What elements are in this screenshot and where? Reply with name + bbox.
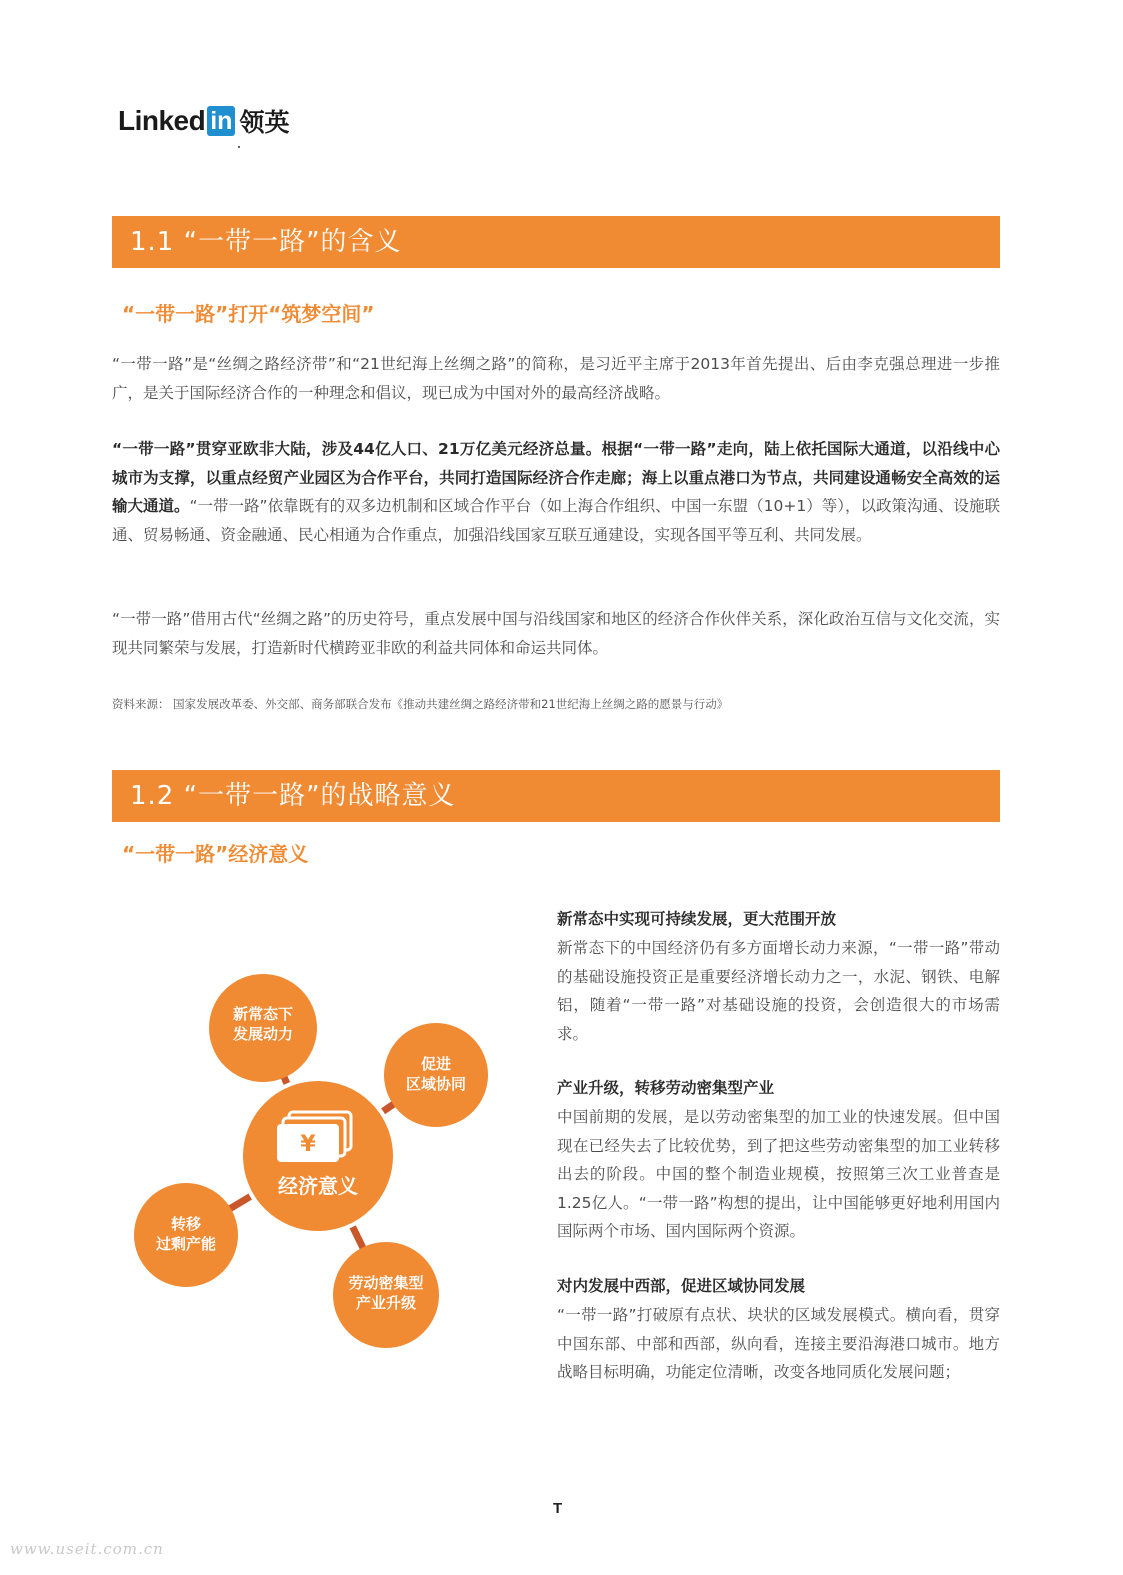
point-3-body: “一带一路”打破原有点状、块状的区域发展模式。横向看，贯穿中国东部、中部和西部，纵向看，连接主要沿海港口城市。地方战略目标明确，功能定位清晰，改变各地同质化发展问题； — [557, 1306, 1000, 1382]
section-2-title-bar: 1.2 “一带一路”的战略意义 — [112, 770, 1000, 822]
node-3-line-2: 过剩产能 — [155, 1235, 217, 1253]
economic-significance-diagram — [128, 970, 508, 1350]
point-2-body: 中国前期的发展，是以劳动密集型的加工业的快速发展。但中国现在已经失去了比较优势，到了把这些劳动密集型的加工业转移出去的阶段。中国的整个制造业规模，按照第三次工业普查是1.25亿人。“一带一路”构想的提出，让中国能够更好地利用国内国际两个市场、国内国际两个资源。 — [557, 1108, 1000, 1241]
watermark: www.useit.com.cn — [10, 1540, 164, 1558]
money-stack-icon — [277, 1112, 351, 1162]
section-1-paragraph-3: “一带一路”借用古代“丝绸之路”的历史符号，重点发展中国与沿线国家和地区的经济合作伙伴关系，深化政治互信与文化交流，实现共同繁荣与发展，打造新时代横跨亚非欧的利益共同体和命运共同体。 — [112, 610, 1000, 657]
source-note: 资料来源： 国家发展改革委、外交部、商务部联合发布《推动共建丝绸之路经济带和21世纪海上丝绸之路的愿景与行动》 — [112, 697, 729, 711]
node-transfer-capacity — [134, 1183, 238, 1287]
node-2-line-1: 促进 — [420, 1055, 452, 1073]
node-industrial-upgrade — [333, 1242, 439, 1348]
logo-dot — [238, 146, 240, 148]
logo-word: Linked — [118, 105, 206, 136]
section-2-subheading: “一带一路”经济意义 — [122, 842, 309, 866]
point-2 — [557, 1074, 1000, 1246]
paragraph-2-rest: “一带一路”依靠既有的双多边机制和区域合作平台（如上海合作组织、中国一东盟（10+1）等），以政策沟通、设施联通、贸易畅通、资金融通、民心相通为合作重点，加强沿线国家互联互通建设，实现各国平等互利、共同发展。 — [112, 497, 1000, 544]
section-1-subheading: “一带一路”打开“筑梦空间” — [122, 302, 375, 326]
node-regional-coordination — [384, 1023, 488, 1127]
node-1-line-2: 发展动力 — [232, 1025, 294, 1043]
yuan-symbol: ¥ — [300, 1132, 316, 1157]
node-3-line-1: 转移 — [170, 1215, 202, 1233]
section-1-title-bar: 1.1 “一带一路”的含义 — [112, 216, 1000, 268]
node-2-line-2: 区域协同 — [405, 1075, 467, 1093]
section-1-paragraph-2 — [112, 435, 1000, 549]
page-number: T — [553, 1500, 563, 1517]
logo-chinese: 领英 — [239, 108, 290, 137]
node-4-line-2: 产业升级 — [355, 1294, 417, 1312]
center-label: 经济意义 — [278, 1174, 358, 1198]
point-1-body: 新常态下的中国经济仍有多方面增长动力来源，“一带一路”带动的基础设施投资正是重要经济增长动力之一，水泥、钢铁、电解铝，随着“一带一路”对基础设施的投资，会创造很大的市场需求。 — [557, 939, 1000, 1043]
paragraph-2-bold: “一带一路”贯穿亚欧非大陆，涉及44亿人口、21万亿美元经济总量。根据“一带一路”走向，陆上依托国际大通道，以沿线中心城市为支撑，以重点经贸产业园区为合作平台，共同打造国际经济合作走廊；海上以重点港口为节点，共同建设通畅安全高效的运输大通道。 — [112, 440, 1000, 515]
point-2-title: 产业升级，转移劳动密集型产业 — [557, 1079, 775, 1097]
section-1-paragraph-1: “一带一路”是“丝绸之路经济带”和“21世纪海上丝绸之路”的简称，是习近平主席于2013年首先提出、后由李克强总理进一步推广，是关于国际经济合作的一种理念和倡议，现已成为中国对外的最高经济战略。 — [112, 355, 1000, 402]
node-4-line-1: 劳动密集型 — [348, 1274, 424, 1292]
logo-in-badge: in — [207, 106, 235, 136]
point-3 — [557, 1272, 1000, 1387]
node-1-line-1: 新常态下 — [232, 1005, 294, 1023]
linkedin-logo — [118, 104, 289, 138]
point-3-title: 对内发展中西部，促进区域协同发展 — [557, 1277, 806, 1295]
node-new-normal — [209, 974, 317, 1082]
point-1 — [557, 905, 1000, 1048]
point-1-title: 新常态中实现可持续发展，更大范围开放 — [557, 910, 837, 928]
